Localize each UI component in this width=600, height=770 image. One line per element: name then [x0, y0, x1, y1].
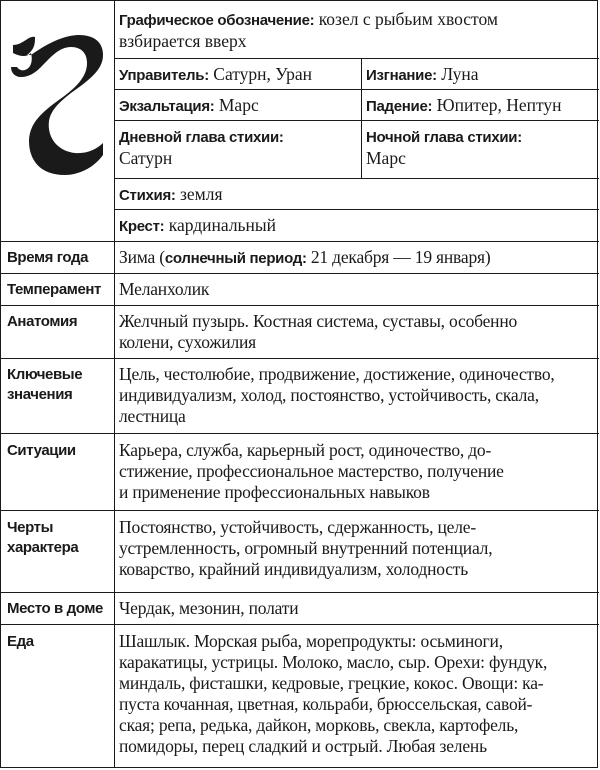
anatomy-line: колени, сухожилия [119, 332, 257, 352]
situations-line: Карьера, служба, карьерный рост, одиночество, до- [119, 440, 492, 460]
cross-value: кардинальный [168, 215, 277, 235]
keywords-value [119, 364, 593, 427]
situations-value [119, 440, 593, 503]
season-label: Время года [7, 249, 89, 266]
graphic-symbol-cell [119, 9, 595, 52]
season-value-post: 21 декабря — 19 января) [306, 247, 491, 267]
food-line: каракатицы, устрицы. Молоко, масло, сыр. Орехи: фундук, [119, 652, 548, 672]
element-cell [119, 184, 595, 206]
divider [1, 241, 599, 242]
divider [114, 120, 599, 121]
food-line: миндаль, фисташки, кедровые, грецкие, кокос. Овощи: ка- [119, 673, 544, 693]
ruler-value: Сатурн, Уран [213, 64, 313, 84]
divider [1, 433, 599, 434]
night-ruler-cell [366, 126, 596, 169]
divider [1, 273, 599, 274]
ruler-cell [119, 64, 357, 86]
divider [1, 624, 599, 625]
day-ruler-label: Дневной глава стихии: [119, 129, 284, 146]
keywords-label-line: значения [7, 386, 73, 403]
fall-value: Юпитер, Нептун [436, 95, 562, 115]
keywords-line: Цель, честолюбие, продвижение, достижение, одиночество, [119, 364, 555, 384]
house-place-value: Чердак, мезонин, полати [119, 598, 299, 618]
temperament-value: Меланхолик [119, 279, 210, 299]
divider [114, 209, 599, 210]
season-value [119, 247, 593, 269]
cross-cell [119, 215, 595, 237]
graphic-symbol-value-2: взбирается вверх [119, 31, 247, 51]
exile-value: Луна [441, 64, 479, 84]
traits-label [7, 518, 111, 558]
situations-label: Ситуации [7, 442, 76, 459]
food-line: пуста кочанная, цветная, кольраби, брюссельская, савой- [119, 694, 533, 714]
element-value: земля [180, 184, 223, 204]
divider [1, 305, 599, 306]
fall-cell [366, 95, 596, 117]
exile-cell [366, 64, 596, 86]
house-place-label: Место в доме [7, 600, 103, 617]
traits-line: коварство, крайний индивидуализм, холодность [119, 559, 469, 579]
keywords-label [7, 365, 111, 405]
element-label: Стихия: [119, 187, 176, 204]
temperament-label: Темперамент [7, 281, 102, 298]
label-column-divider [114, 1, 115, 768]
ruler-label: Управитель: [119, 67, 209, 84]
capricorn-icon [5, 23, 109, 183]
traits-label-line: Черты [7, 519, 54, 536]
exaltation-label: Экзальтация: [119, 98, 215, 115]
divider [1, 592, 599, 593]
divider [114, 58, 599, 59]
anatomy-line: Желчный пузырь. Костная система, суставы, особенно [119, 311, 518, 331]
night-ruler-value: Марс [366, 148, 406, 168]
night-ruler-label: Ночной глава стихии: [366, 129, 522, 146]
exaltation-cell [119, 95, 357, 117]
traits-value [119, 517, 593, 580]
keywords-line: лестница [119, 406, 186, 426]
divider [114, 89, 599, 90]
graphic-symbol-label: Графическое обозначение: [119, 12, 315, 29]
day-ruler-value: Сатурн [119, 148, 173, 168]
graphic-symbol-value: козел с рыбьим хвостом [318, 9, 498, 29]
season-period-label: солнечный период: [164, 250, 307, 267]
exaltation-value: Марс [218, 95, 259, 115]
header-middle-divider [361, 58, 362, 178]
fall-label: Падение: [366, 98, 433, 115]
exile-label: Изгнание: [366, 67, 437, 84]
food-value [119, 631, 593, 757]
cross-label: Крест: [119, 218, 165, 235]
food-label: Еда [7, 633, 34, 650]
traits-label-line: характера [7, 539, 79, 556]
day-ruler-cell [119, 126, 357, 169]
season-value-pre: Зима ( [119, 247, 165, 267]
keywords-label-line: Ключевые [7, 366, 83, 383]
food-line: ская; репа, редька, дайкон, морковь, свекла, картофель, [119, 715, 519, 735]
situations-line: и применение профессиональных навыков [119, 482, 430, 502]
food-line: помидоры, перец сладкий и острый. Любая зелень [119, 736, 487, 756]
divider [114, 178, 599, 179]
anatomy-value [119, 311, 593, 353]
situations-line: стижение, профессиональное мастерство, получение [119, 461, 504, 481]
divider [1, 358, 599, 359]
divider [1, 510, 599, 511]
traits-line: устремленность, огромный внутренний потенциал, [119, 538, 493, 558]
food-line: Шашлык. Морская рыба, морепродукты: осьминоги, [119, 631, 503, 651]
anatomy-label: Анатомия [7, 313, 78, 330]
keywords-line: индивидуализм, холод, постоянство, устойчивость, скала, [119, 385, 539, 405]
traits-line: Постоянство, устойчивость, сдержанность, целе- [119, 517, 476, 537]
